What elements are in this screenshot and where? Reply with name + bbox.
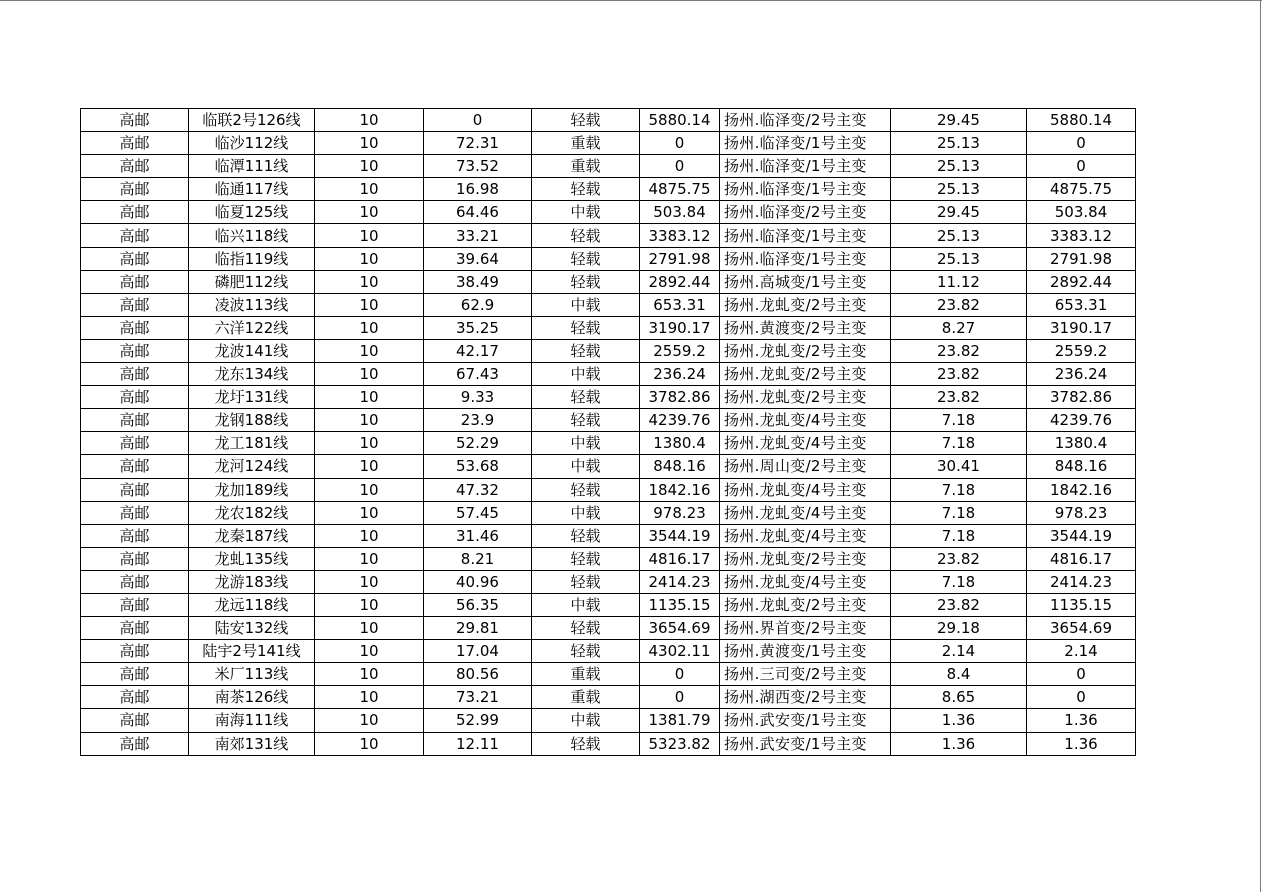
cell-load-rate: 17.04 bbox=[424, 640, 532, 663]
cell-load-rate: 73.21 bbox=[424, 686, 532, 709]
cell-substation-transformer: 扬州.龙虬变/2号主变 bbox=[720, 593, 891, 616]
cell-region: 高邮 bbox=[81, 270, 189, 293]
cell-load-status: 重载 bbox=[532, 663, 640, 686]
table-row bbox=[81, 109, 1136, 132]
cell-load-status: 轻载 bbox=[532, 247, 640, 270]
cell-spare-capacity: 3383.12 bbox=[640, 224, 720, 247]
cell-spare-capacity: 4302.11 bbox=[640, 640, 720, 663]
cell-load-rate: 31.46 bbox=[424, 524, 532, 547]
cell-transformer-load-rate: 1.36 bbox=[891, 709, 1027, 732]
cell-available-capacity: 4816.17 bbox=[1027, 547, 1136, 570]
cell-load-status: 重载 bbox=[532, 132, 640, 155]
cell-voltage: 10 bbox=[315, 663, 424, 686]
cell-voltage: 10 bbox=[315, 293, 424, 316]
cell-transformer-load-rate: 7.18 bbox=[891, 501, 1027, 524]
cell-transformer-load-rate: 7.18 bbox=[891, 524, 1027, 547]
cell-load-rate: 9.33 bbox=[424, 386, 532, 409]
table-row bbox=[81, 663, 1136, 686]
cell-load-rate: 8.21 bbox=[424, 547, 532, 570]
cell-feeder-name: 龙波141线 bbox=[189, 339, 315, 362]
cell-voltage: 10 bbox=[315, 547, 424, 570]
cell-voltage: 10 bbox=[315, 501, 424, 524]
cell-region: 高邮 bbox=[81, 640, 189, 663]
cell-region: 高邮 bbox=[81, 478, 189, 501]
cell-substation-transformer: 扬州.龙虬变/4号主变 bbox=[720, 570, 891, 593]
cell-load-status: 轻载 bbox=[532, 178, 640, 201]
cell-feeder-name: 凌波113线 bbox=[189, 293, 315, 316]
cell-available-capacity: 1842.16 bbox=[1027, 478, 1136, 501]
cell-load-rate: 80.56 bbox=[424, 663, 532, 686]
cell-load-status: 轻载 bbox=[532, 386, 640, 409]
cell-feeder-name: 龙虬135线 bbox=[189, 547, 315, 570]
cell-voltage: 10 bbox=[315, 224, 424, 247]
table-row bbox=[81, 432, 1136, 455]
cell-voltage: 10 bbox=[315, 478, 424, 501]
cell-spare-capacity: 503.84 bbox=[640, 201, 720, 224]
cell-load-status: 轻载 bbox=[532, 409, 640, 432]
table-body bbox=[81, 109, 1136, 756]
cell-feeder-name: 南郊131线 bbox=[189, 732, 315, 755]
table-row bbox=[81, 201, 1136, 224]
cell-region: 高邮 bbox=[81, 178, 189, 201]
table-row bbox=[81, 593, 1136, 616]
table-row bbox=[81, 247, 1136, 270]
cell-transformer-load-rate: 25.13 bbox=[891, 247, 1027, 270]
cell-spare-capacity: 236.24 bbox=[640, 363, 720, 386]
cell-load-rate: 39.64 bbox=[424, 247, 532, 270]
cell-available-capacity: 0 bbox=[1027, 686, 1136, 709]
cell-voltage: 10 bbox=[315, 570, 424, 593]
cell-load-status: 重载 bbox=[532, 155, 640, 178]
cell-available-capacity: 4875.75 bbox=[1027, 178, 1136, 201]
cell-load-rate: 35.25 bbox=[424, 316, 532, 339]
table-row bbox=[81, 339, 1136, 362]
cell-transformer-load-rate: 7.18 bbox=[891, 432, 1027, 455]
cell-transformer-load-rate: 23.82 bbox=[891, 293, 1027, 316]
cell-transformer-load-rate: 8.4 bbox=[891, 663, 1027, 686]
cell-voltage: 10 bbox=[315, 155, 424, 178]
cell-spare-capacity: 3782.86 bbox=[640, 386, 720, 409]
cell-region: 高邮 bbox=[81, 593, 189, 616]
cell-transformer-load-rate: 29.18 bbox=[891, 617, 1027, 640]
table-row bbox=[81, 178, 1136, 201]
cell-region: 高邮 bbox=[81, 570, 189, 593]
cell-available-capacity: 1380.4 bbox=[1027, 432, 1136, 455]
cell-spare-capacity: 2559.2 bbox=[640, 339, 720, 362]
cell-substation-transformer: 扬州.龙虬变/4号主变 bbox=[720, 524, 891, 547]
cell-substation-transformer: 扬州.临泽变/2号主变 bbox=[720, 109, 891, 132]
cell-substation-transformer: 扬州.龙虬变/2号主变 bbox=[720, 293, 891, 316]
cell-substation-transformer: 扬州.龙虬变/2号主变 bbox=[720, 547, 891, 570]
cell-region: 高邮 bbox=[81, 339, 189, 362]
cell-load-rate: 33.21 bbox=[424, 224, 532, 247]
cell-transformer-load-rate: 7.18 bbox=[891, 409, 1027, 432]
cell-available-capacity: 0 bbox=[1027, 155, 1136, 178]
cell-region: 高邮 bbox=[81, 132, 189, 155]
cell-available-capacity: 3383.12 bbox=[1027, 224, 1136, 247]
page-top-border bbox=[0, 0, 1262, 1]
feeder-load-table bbox=[80, 108, 1136, 756]
cell-substation-transformer: 扬州.黄渡变/1号主变 bbox=[720, 640, 891, 663]
cell-voltage: 10 bbox=[315, 409, 424, 432]
cell-substation-transformer: 扬州.临泽变/1号主变 bbox=[720, 132, 891, 155]
table-row bbox=[81, 709, 1136, 732]
cell-feeder-name: 临沙112线 bbox=[189, 132, 315, 155]
cell-load-rate: 12.11 bbox=[424, 732, 532, 755]
cell-substation-transformer: 扬州.三司变/2号主变 bbox=[720, 663, 891, 686]
cell-load-status: 中载 bbox=[532, 432, 640, 455]
cell-substation-transformer: 扬州.龙虬变/2号主变 bbox=[720, 363, 891, 386]
cell-available-capacity: 0 bbox=[1027, 663, 1136, 686]
table-row bbox=[81, 501, 1136, 524]
cell-voltage: 10 bbox=[315, 432, 424, 455]
cell-region: 高邮 bbox=[81, 201, 189, 224]
table-row bbox=[81, 686, 1136, 709]
cell-load-status: 轻载 bbox=[532, 339, 640, 362]
cell-voltage: 10 bbox=[315, 363, 424, 386]
cell-feeder-name: 磷肥112线 bbox=[189, 270, 315, 293]
cell-transformer-load-rate: 23.82 bbox=[891, 386, 1027, 409]
cell-substation-transformer: 扬州.界首变/2号主变 bbox=[720, 617, 891, 640]
cell-feeder-name: 龙钢188线 bbox=[189, 409, 315, 432]
cell-load-rate: 23.9 bbox=[424, 409, 532, 432]
cell-available-capacity: 1135.15 bbox=[1027, 593, 1136, 616]
cell-available-capacity: 1.36 bbox=[1027, 709, 1136, 732]
table-row bbox=[81, 316, 1136, 339]
cell-load-rate: 73.52 bbox=[424, 155, 532, 178]
cell-load-rate: 38.49 bbox=[424, 270, 532, 293]
cell-transformer-load-rate: 30.41 bbox=[891, 455, 1027, 478]
cell-spare-capacity: 4239.76 bbox=[640, 409, 720, 432]
cell-available-capacity: 3782.86 bbox=[1027, 386, 1136, 409]
cell-load-rate: 52.29 bbox=[424, 432, 532, 455]
cell-spare-capacity: 4816.17 bbox=[640, 547, 720, 570]
cell-spare-capacity: 5323.82 bbox=[640, 732, 720, 755]
cell-spare-capacity: 4875.75 bbox=[640, 178, 720, 201]
cell-spare-capacity: 0 bbox=[640, 155, 720, 178]
cell-load-rate: 0 bbox=[424, 109, 532, 132]
table-row bbox=[81, 455, 1136, 478]
cell-transformer-load-rate: 25.13 bbox=[891, 132, 1027, 155]
cell-spare-capacity: 1842.16 bbox=[640, 478, 720, 501]
cell-load-status: 轻载 bbox=[532, 617, 640, 640]
cell-available-capacity: 848.16 bbox=[1027, 455, 1136, 478]
cell-load-rate: 52.99 bbox=[424, 709, 532, 732]
cell-transformer-load-rate: 29.45 bbox=[891, 109, 1027, 132]
cell-load-status: 轻载 bbox=[532, 316, 640, 339]
cell-transformer-load-rate: 23.82 bbox=[891, 339, 1027, 362]
table-row bbox=[81, 270, 1136, 293]
cell-voltage: 10 bbox=[315, 709, 424, 732]
cell-spare-capacity: 848.16 bbox=[640, 455, 720, 478]
table-row bbox=[81, 224, 1136, 247]
table-row bbox=[81, 386, 1136, 409]
cell-load-rate: 64.46 bbox=[424, 201, 532, 224]
page-right-border bbox=[1260, 0, 1261, 892]
cell-substation-transformer: 扬州.临泽变/1号主变 bbox=[720, 155, 891, 178]
cell-available-capacity: 1.36 bbox=[1027, 732, 1136, 755]
cell-load-rate: 16.98 bbox=[424, 178, 532, 201]
table-row bbox=[81, 570, 1136, 593]
cell-available-capacity: 2.14 bbox=[1027, 640, 1136, 663]
cell-transformer-load-rate: 23.82 bbox=[891, 547, 1027, 570]
cell-substation-transformer: 扬州.高城变/1号主变 bbox=[720, 270, 891, 293]
cell-substation-transformer: 扬州.黄渡变/2号主变 bbox=[720, 316, 891, 339]
cell-region: 高邮 bbox=[81, 709, 189, 732]
cell-substation-transformer: 扬州.临泽变/2号主变 bbox=[720, 201, 891, 224]
table-row bbox=[81, 524, 1136, 547]
cell-spare-capacity: 2791.98 bbox=[640, 247, 720, 270]
cell-region: 高邮 bbox=[81, 224, 189, 247]
cell-substation-transformer: 扬州.武安变/1号主变 bbox=[720, 709, 891, 732]
table-row bbox=[81, 409, 1136, 432]
cell-load-status: 中载 bbox=[532, 455, 640, 478]
cell-load-status: 轻载 bbox=[532, 570, 640, 593]
table-row bbox=[81, 640, 1136, 663]
cell-spare-capacity: 653.31 bbox=[640, 293, 720, 316]
table-row bbox=[81, 617, 1136, 640]
cell-region: 高邮 bbox=[81, 432, 189, 455]
cell-load-status: 中载 bbox=[532, 593, 640, 616]
cell-available-capacity: 3654.69 bbox=[1027, 617, 1136, 640]
cell-load-rate: 47.32 bbox=[424, 478, 532, 501]
cell-load-status: 中载 bbox=[532, 709, 640, 732]
cell-load-rate: 42.17 bbox=[424, 339, 532, 362]
cell-load-rate: 62.9 bbox=[424, 293, 532, 316]
cell-spare-capacity: 3654.69 bbox=[640, 617, 720, 640]
cell-feeder-name: 龙加189线 bbox=[189, 478, 315, 501]
table-row bbox=[81, 155, 1136, 178]
cell-substation-transformer: 扬州.龙虬变/2号主变 bbox=[720, 339, 891, 362]
cell-available-capacity: 3190.17 bbox=[1027, 316, 1136, 339]
cell-region: 高邮 bbox=[81, 732, 189, 755]
table-row bbox=[81, 478, 1136, 501]
cell-substation-transformer: 扬州.临泽变/1号主变 bbox=[720, 224, 891, 247]
cell-available-capacity: 5880.14 bbox=[1027, 109, 1136, 132]
cell-spare-capacity: 3190.17 bbox=[640, 316, 720, 339]
cell-load-rate: 29.81 bbox=[424, 617, 532, 640]
cell-transformer-load-rate: 23.82 bbox=[891, 363, 1027, 386]
cell-spare-capacity: 2414.23 bbox=[640, 570, 720, 593]
cell-feeder-name: 龙东134线 bbox=[189, 363, 315, 386]
cell-substation-transformer: 扬州.临泽变/1号主变 bbox=[720, 178, 891, 201]
cell-region: 高邮 bbox=[81, 293, 189, 316]
cell-spare-capacity: 3544.19 bbox=[640, 524, 720, 547]
cell-load-status: 中载 bbox=[532, 201, 640, 224]
cell-load-rate: 67.43 bbox=[424, 363, 532, 386]
cell-feeder-name: 龙河124线 bbox=[189, 455, 315, 478]
cell-feeder-name: 六洋122线 bbox=[189, 316, 315, 339]
cell-region: 高邮 bbox=[81, 386, 189, 409]
cell-load-status: 轻载 bbox=[532, 732, 640, 755]
cell-transformer-load-rate: 1.36 bbox=[891, 732, 1027, 755]
cell-substation-transformer: 扬州.临泽变/1号主变 bbox=[720, 247, 891, 270]
cell-feeder-name: 临夏125线 bbox=[189, 201, 315, 224]
cell-feeder-name: 南海111线 bbox=[189, 709, 315, 732]
cell-feeder-name: 临联2号126线 bbox=[189, 109, 315, 132]
cell-substation-transformer: 扬州.周山变/2号主变 bbox=[720, 455, 891, 478]
cell-voltage: 10 bbox=[315, 247, 424, 270]
cell-load-status: 中载 bbox=[532, 501, 640, 524]
cell-substation-transformer: 扬州.龙虬变/2号主变 bbox=[720, 386, 891, 409]
cell-available-capacity: 653.31 bbox=[1027, 293, 1136, 316]
cell-voltage: 10 bbox=[315, 386, 424, 409]
cell-spare-capacity: 1381.79 bbox=[640, 709, 720, 732]
cell-voltage: 10 bbox=[315, 732, 424, 755]
cell-region: 高邮 bbox=[81, 316, 189, 339]
cell-load-rate: 40.96 bbox=[424, 570, 532, 593]
cell-region: 高邮 bbox=[81, 109, 189, 132]
cell-transformer-load-rate: 25.13 bbox=[891, 224, 1027, 247]
cell-feeder-name: 南茶126线 bbox=[189, 686, 315, 709]
cell-voltage: 10 bbox=[315, 201, 424, 224]
cell-load-rate: 56.35 bbox=[424, 593, 532, 616]
cell-spare-capacity: 1380.4 bbox=[640, 432, 720, 455]
cell-voltage: 10 bbox=[315, 524, 424, 547]
cell-load-status: 轻载 bbox=[532, 224, 640, 247]
cell-spare-capacity: 0 bbox=[640, 132, 720, 155]
cell-feeder-name: 临指119线 bbox=[189, 247, 315, 270]
table-row bbox=[81, 132, 1136, 155]
cell-spare-capacity: 2892.44 bbox=[640, 270, 720, 293]
table-row bbox=[81, 293, 1136, 316]
cell-voltage: 10 bbox=[315, 178, 424, 201]
cell-substation-transformer: 扬州.龙虬变/4号主变 bbox=[720, 432, 891, 455]
cell-feeder-name: 龙秦187线 bbox=[189, 524, 315, 547]
cell-voltage: 10 bbox=[315, 109, 424, 132]
cell-voltage: 10 bbox=[315, 640, 424, 663]
cell-region: 高邮 bbox=[81, 617, 189, 640]
cell-load-rate: 53.68 bbox=[424, 455, 532, 478]
cell-feeder-name: 龙远118线 bbox=[189, 593, 315, 616]
cell-voltage: 10 bbox=[315, 686, 424, 709]
cell-substation-transformer: 扬州.龙虬变/4号主变 bbox=[720, 409, 891, 432]
cell-spare-capacity: 978.23 bbox=[640, 501, 720, 524]
cell-available-capacity: 2414.23 bbox=[1027, 570, 1136, 593]
cell-voltage: 10 bbox=[315, 339, 424, 362]
cell-load-status: 中载 bbox=[532, 293, 640, 316]
cell-available-capacity: 2559.2 bbox=[1027, 339, 1136, 362]
cell-load-status: 中载 bbox=[532, 363, 640, 386]
cell-substation-transformer: 扬州.湖西变/2号主变 bbox=[720, 686, 891, 709]
cell-transformer-load-rate: 11.12 bbox=[891, 270, 1027, 293]
cell-load-status: 轻载 bbox=[532, 270, 640, 293]
cell-feeder-name: 临潭111线 bbox=[189, 155, 315, 178]
cell-available-capacity: 503.84 bbox=[1027, 201, 1136, 224]
table-row bbox=[81, 547, 1136, 570]
cell-transformer-load-rate: 7.18 bbox=[891, 570, 1027, 593]
cell-available-capacity: 236.24 bbox=[1027, 363, 1136, 386]
cell-available-capacity: 0 bbox=[1027, 132, 1136, 155]
cell-feeder-name: 龙圩131线 bbox=[189, 386, 315, 409]
cell-transformer-load-rate: 25.13 bbox=[891, 155, 1027, 178]
cell-load-status: 轻载 bbox=[532, 547, 640, 570]
cell-voltage: 10 bbox=[315, 270, 424, 293]
table-row bbox=[81, 732, 1136, 755]
cell-available-capacity: 2892.44 bbox=[1027, 270, 1136, 293]
cell-transformer-load-rate: 23.82 bbox=[891, 593, 1027, 616]
cell-region: 高邮 bbox=[81, 547, 189, 570]
cell-load-rate: 57.45 bbox=[424, 501, 532, 524]
cell-load-status: 轻载 bbox=[532, 478, 640, 501]
cell-load-status: 重载 bbox=[532, 686, 640, 709]
cell-feeder-name: 临兴118线 bbox=[189, 224, 315, 247]
cell-transformer-load-rate: 8.27 bbox=[891, 316, 1027, 339]
cell-spare-capacity: 0 bbox=[640, 686, 720, 709]
cell-transformer-load-rate: 29.45 bbox=[891, 201, 1027, 224]
cell-region: 高邮 bbox=[81, 501, 189, 524]
cell-region: 高邮 bbox=[81, 663, 189, 686]
cell-spare-capacity: 0 bbox=[640, 663, 720, 686]
cell-region: 高邮 bbox=[81, 409, 189, 432]
cell-transformer-load-rate: 8.65 bbox=[891, 686, 1027, 709]
cell-load-status: 轻载 bbox=[532, 640, 640, 663]
cell-voltage: 10 bbox=[315, 316, 424, 339]
cell-load-status: 轻载 bbox=[532, 109, 640, 132]
cell-voltage: 10 bbox=[315, 132, 424, 155]
cell-feeder-name: 临通117线 bbox=[189, 178, 315, 201]
cell-transformer-load-rate: 7.18 bbox=[891, 478, 1027, 501]
cell-region: 高邮 bbox=[81, 524, 189, 547]
cell-substation-transformer: 扬州.龙虬变/4号主变 bbox=[720, 501, 891, 524]
cell-feeder-name: 龙工181线 bbox=[189, 432, 315, 455]
cell-available-capacity: 978.23 bbox=[1027, 501, 1136, 524]
cell-region: 高邮 bbox=[81, 155, 189, 178]
cell-substation-transformer: 扬州.武安变/1号主变 bbox=[720, 732, 891, 755]
cell-available-capacity: 2791.98 bbox=[1027, 247, 1136, 270]
cell-spare-capacity: 1135.15 bbox=[640, 593, 720, 616]
cell-feeder-name: 米厂113线 bbox=[189, 663, 315, 686]
cell-transformer-load-rate: 2.14 bbox=[891, 640, 1027, 663]
cell-spare-capacity: 5880.14 bbox=[640, 109, 720, 132]
cell-available-capacity: 4239.76 bbox=[1027, 409, 1136, 432]
cell-available-capacity: 3544.19 bbox=[1027, 524, 1136, 547]
cell-region: 高邮 bbox=[81, 363, 189, 386]
cell-voltage: 10 bbox=[315, 593, 424, 616]
table-row bbox=[81, 363, 1136, 386]
cell-voltage: 10 bbox=[315, 617, 424, 640]
cell-region: 高邮 bbox=[81, 455, 189, 478]
cell-substation-transformer: 扬州.龙虬变/4号主变 bbox=[720, 478, 891, 501]
cell-feeder-name: 陆宇2号141线 bbox=[189, 640, 315, 663]
cell-region: 高邮 bbox=[81, 247, 189, 270]
cell-load-rate: 72.31 bbox=[424, 132, 532, 155]
cell-region: 高邮 bbox=[81, 686, 189, 709]
cell-feeder-name: 龙游183线 bbox=[189, 570, 315, 593]
cell-voltage: 10 bbox=[315, 455, 424, 478]
cell-load-status: 轻载 bbox=[532, 524, 640, 547]
cell-transformer-load-rate: 25.13 bbox=[891, 178, 1027, 201]
cell-feeder-name: 龙农182线 bbox=[189, 501, 315, 524]
cell-feeder-name: 陆安132线 bbox=[189, 617, 315, 640]
